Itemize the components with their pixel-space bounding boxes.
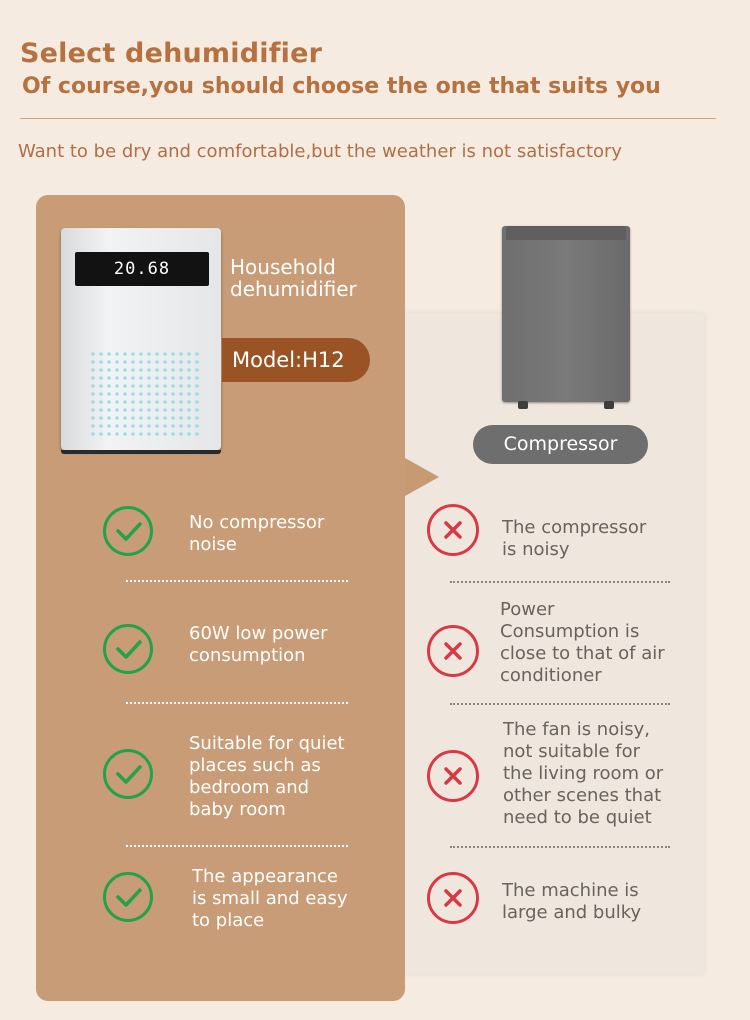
feature-item: The appearance is small and easy to place [192,866,348,931]
tagline: Want to be dry and comfortable,but the weather is not satisfactory [18,141,623,162]
dehumidifier-image [61,228,221,450]
compressor-dehumidifier-image [502,226,630,402]
product-name: Household dehumidifier [230,255,357,301]
feature-item: Suitable for quiet places such as bedroom and baby room [189,733,345,820]
cross-icon [427,504,479,556]
device-base [61,450,221,454]
row-divider [450,846,670,848]
compressor-label: Compressor [473,425,648,464]
device-light-pattern [89,350,199,438]
feature-item: 60W low power consumption [189,623,328,666]
row-divider [450,703,670,705]
drawback-item: Power Consumption is close to that of air conditioner [500,599,665,686]
drawback-item: The fan is noisy, not suitable for the living room or other scenes that need to be quiet [503,719,664,828]
check-icon [103,624,153,674]
check-icon [103,749,153,799]
page-subtitle: Of course,you should choose the one that suits you [22,74,661,99]
cross-icon [427,872,479,924]
row-divider [126,845,348,847]
compressor-top-panel [506,226,626,240]
header-divider [20,118,716,119]
wheel-icon [604,401,614,409]
cross-icon [427,625,479,677]
arrow-right-icon [405,458,439,496]
row-divider [126,702,348,704]
wheel-icon [518,401,528,409]
cross-icon [427,750,479,802]
feature-item: No compressor noise [189,512,325,555]
check-icon [103,506,153,556]
row-divider [450,581,670,583]
row-divider [126,580,348,582]
drawback-item: The machine is large and bulky [502,880,642,923]
page-title: Select dehumidifier [20,38,323,69]
device-display-reading: 20.68 [113,259,171,279]
model-badge: Model:H12 [222,338,370,382]
check-icon [103,872,153,922]
drawback-item: The compressor is noisy [502,517,647,560]
device-display [75,252,209,286]
